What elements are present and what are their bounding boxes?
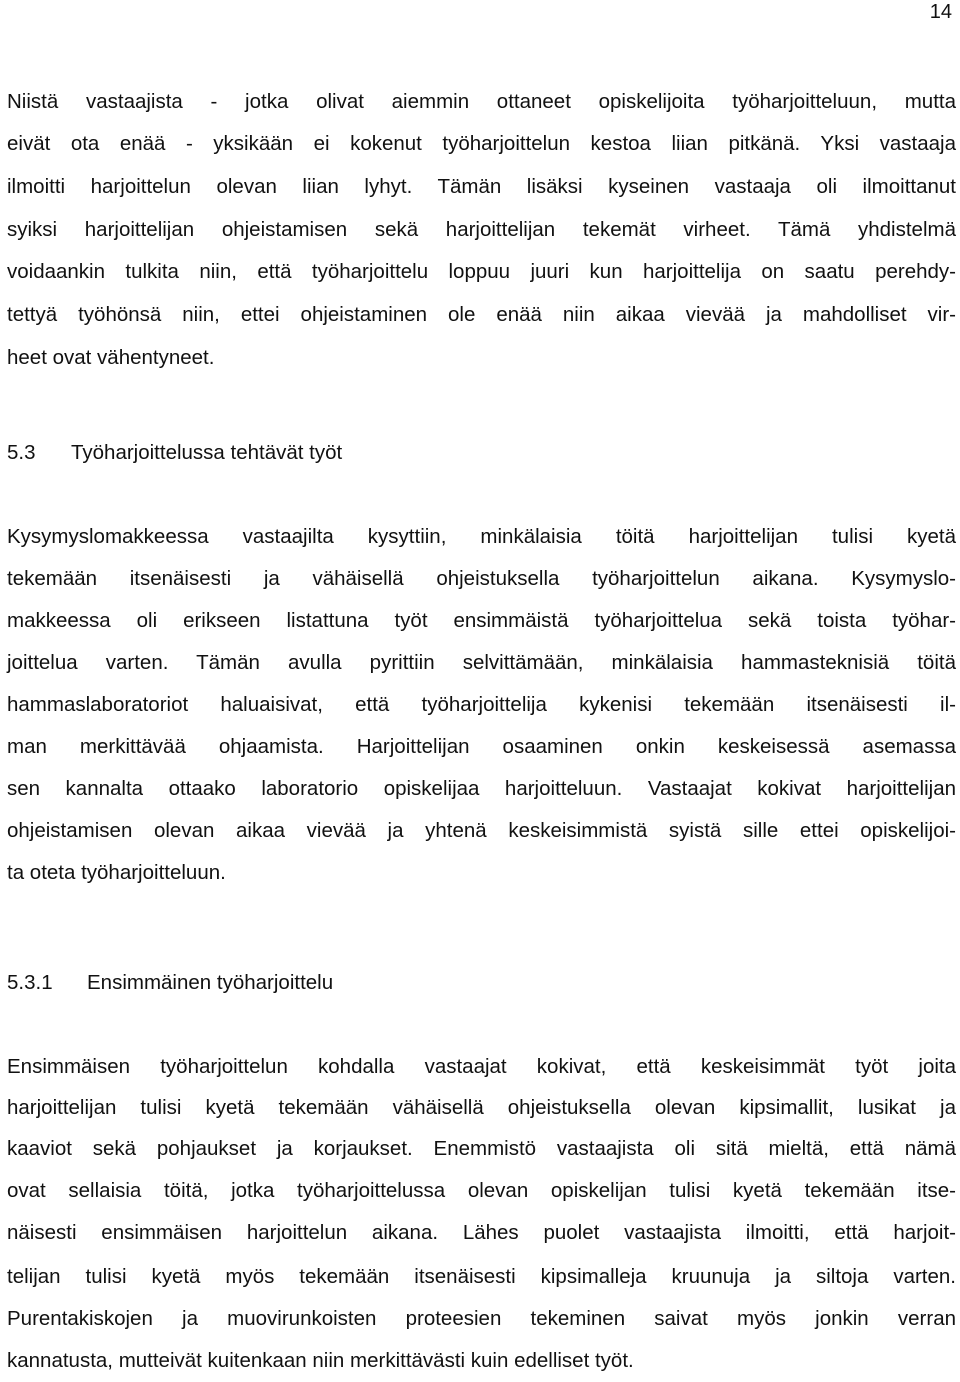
text-line: kaaviot sekä pohjaukset ja korjaukset. Enemmistö vastaajista oli sitä mieltä, että nämä (7, 1137, 956, 1160)
text-line: telijan tulisi kyetä myös tekemään itsenäisesti kipsimalleja kruunuja ja siltoja varten. (7, 1265, 956, 1288)
text-line: man merkittävää ohjaamista. Harjoittelijan osaaminen onkin keskeisessä asemassa (7, 735, 956, 758)
text-line: eivät ota enää - yksikään ei kokenut työharjoittelun kestoa liian pitkänä. Yksi vastaaja (7, 132, 956, 155)
text-line: kannatusta, mutteivät kuitenkaan niin merkittävästi kuin edelliset työt. (7, 1349, 634, 1372)
text-line: syiksi harjoittelijan ohjeistamisen sekä harjoittelijan tekemät virheet. Tämä yhdistelmä (7, 218, 956, 241)
text-line: heet ovat vähentyneet. (7, 346, 215, 369)
text-line: näisesti ensimmäisen harjoittelun aikana. Lähes puolet vastaajista ilmoitti, että harjoit- (7, 1221, 956, 1244)
text-line: ta oteta työharjoitteluun. (7, 861, 226, 884)
text-line: joittelua varten. Tämän avulla pyrittiin selvittämään, minkälaisia hammasteknisiä töitä (7, 651, 956, 674)
text-line: tettyä työhönsä niin, ettei ohjeistaminen ole enää niin aikaa vievää ja mahdolliset vir- (7, 303, 956, 326)
text-line: harjoittelijan tulisi kyetä tekemään vähäisellä ohjeistuksella olevan kipsimallit, lusikat ja (7, 1096, 956, 1119)
section-number: 5.3 (7, 441, 36, 464)
text-line: sen kannalta ottaako laboratorio opiskelijaa harjoitteluun. Vastaajat kokivat harjoittelijan (7, 777, 956, 800)
section-heading-5-3 (7, 432, 342, 474)
text-line: Kysymyslomakkeessa vastaajilta kysyttiin, minkälaisia töitä harjoittelijan tulisi kyetä (7, 525, 956, 548)
text-line: ohjeistamisen olevan aikaa vievää ja yhtenä keskeisimmistä syistä sille ettei opiskelijoi- (7, 819, 956, 842)
section-number: 5.3.1 (7, 971, 53, 994)
section-title: Työharjoittelussa tehtävät työt (71, 441, 343, 464)
text-line: Ensimmäisen työharjoittelun kohdalla vastaajat kokivat, että keskeisimmät työt joita (7, 1055, 956, 1078)
text-line: Niistä vastaajista - jotka olivat aiemmin ottaneet opiskelijoita työharjoitteluun, mutta (7, 90, 956, 113)
text-line: makkeessa oli erikseen listattuna työt ensimmäistä työharjoittelua sekä toista työhar- (7, 609, 956, 632)
text-line: ovat sellaisia töitä, jotka työharjoittelussa olevan opiskelijan tulisi kyetä tekemään itse- (7, 1179, 956, 1202)
text-line: voidaankin tulkita niin, että työharjoittelu loppuu juuri kun harjoittelija on saatu perehdy- (7, 260, 956, 283)
text-line: tekemään itsenäisesti ja vähäisellä ohjeistuksella työharjoittelun aikana. Kysymyslo- (7, 567, 956, 590)
section-heading-5-3-1 (7, 962, 333, 1004)
page-number: 14 (929, 1, 952, 23)
text-line: ilmoitti harjoittelun olevan liian lyhyt. Tämän lisäksi kyseinen vastaaja oli ilmoittanut (7, 175, 956, 198)
text-line: hammaslaboratoriot haluaisivat, että työharjoittelija kykenisi tekemään itsenäisesti il- (7, 693, 956, 716)
section-title: Ensimmäinen työharjoittelu (87, 971, 334, 994)
text-line: Purentakiskojen ja muovirunkoisten proteesien tekeminen saivat myös jonkin verran (7, 1307, 956, 1330)
